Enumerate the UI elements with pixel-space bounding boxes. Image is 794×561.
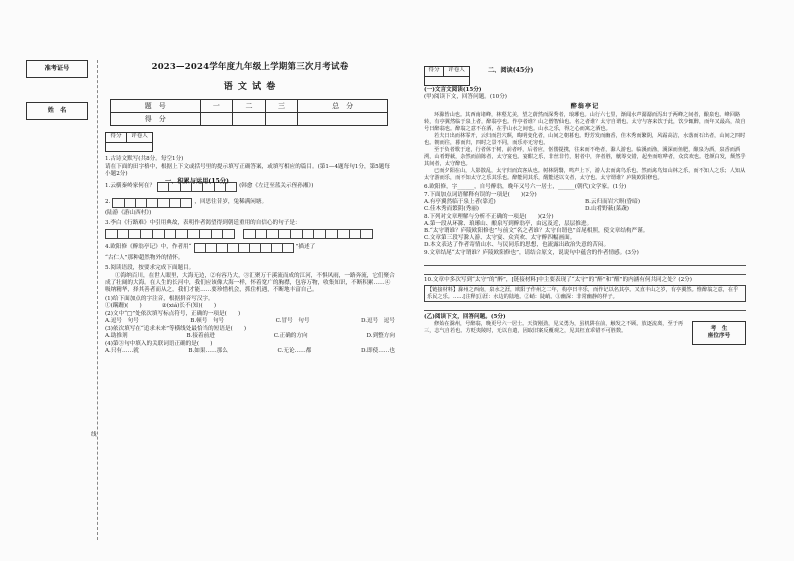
binding-line — [97, 60, 98, 540]
right-column — [424, 66, 746, 345]
score-header: 二 — [233, 100, 266, 113]
q4-text-b: ”描述了 — [295, 244, 316, 251]
q5-sub1: (1)给下面加点的字注音，根据拼音写汉字。 — [105, 295, 214, 302]
grader-input[interactable] — [424, 77, 470, 86]
score-header: 题 号 — [111, 100, 201, 113]
q5-sub1-items — [105, 303, 395, 310]
option-c[interactable]: C.正确的方向 — [273, 332, 308, 339]
q3-answer-grid-2[interactable] — [243, 229, 373, 239]
q9-answer-line[interactable] — [424, 266, 746, 275]
q8-option-a[interactable]: A.第一段从环滁、琅琊山、酿泉写到醉翁亭，由远及近，层层推进。 — [424, 221, 593, 228]
grader-score-label: 得分 — [105, 132, 127, 143]
q5-text: 5.阅读语段，按要求完成下面题目。 — [105, 264, 195, 271]
grader-score-label: 得分 — [424, 66, 444, 77]
section1-title: 一、积累与运用(15分) — [165, 178, 229, 185]
exam-id-field[interactable] — [26, 60, 88, 78]
option-c[interactable]: C.冒号 句号 — [275, 317, 310, 324]
q5-sub3-options — [105, 333, 395, 340]
q2-row — [105, 198, 395, 208]
q7-options — [424, 199, 746, 213]
q5-sub4-options — [105, 348, 395, 355]
q3-text: 3.李白《行路难》中引用典故，表明作者渴望得到朝廷重用的自信心的句子是： — [105, 219, 301, 226]
option-a[interactable]: A.有亭翼然临于泉上者(靠近) — [424, 199, 496, 206]
option-c[interactable]: C.无论……都 — [277, 347, 312, 354]
essay-paragraph-1: 环滁皆山也。其西南诸峰，林壑尤美，望之蔚然而深秀者，琅琊也。山行六七里，渐闻水声潺潺而泻出于两峰之间者，酿泉也。峰回路转，有亭翼然临于泉上者，醉翁亭也。作亭者谁？山之僧智仙也。名之者谁？太守自谓也。太守与客来饮于此，饮少辄醉，而年又最高，故自号曰醉翁也。醉翁之意不在酒，在乎山水之间也。山水之乐，得之心而寓之酒也。 — [424, 112, 746, 133]
section2-title: 二、阅读(45分) — [488, 67, 534, 75]
seat-label-1: 考 生 — [710, 326, 728, 333]
q5-sub4: (4)第③句中填入的关联词语正确的是( ) — [105, 340, 213, 347]
score-row-label: 得 分 — [111, 113, 201, 126]
name-field[interactable] — [26, 102, 88, 120]
score-table — [110, 99, 388, 126]
option-c[interactable]: C.佳木秀而繁阴(秀丽) — [424, 206, 479, 213]
binding-line-mark: 线 — [91, 432, 97, 438]
q4-text: 4.欧阳修《醉翁亭记》中，作者用“ — [105, 244, 192, 251]
q1-row — [105, 182, 395, 192]
q10-answer-line[interactable] — [424, 302, 746, 311]
option-d[interactable]: D.逗号 逗号 — [360, 317, 395, 324]
q9-text: 9.文章结尾“太守谓谁？庐陵欧阳修也”，请结合原文，说说句中蕴含的作者情感。(3分) — [424, 250, 639, 257]
option-a[interactable]: A.只有……就 — [105, 347, 139, 354]
q10-material-box: 【链接材料】滁州之西南，泉水之涯，欧阳子作州之二年，构亭曰丰乐，而作记以名其亭。又直丰山之岁，有亭翼然。惟醉翁之意，在乎乐民之乐。……[注释]①涯：水边的陆地。②峭：陡峭。③幽深：非常幽静的样子。 — [424, 285, 746, 302]
q2-text: ，回思往昔岁，兔稀满闲塘。 — [194, 199, 268, 206]
q8-text: 8.下列对文章理解与分析不正确的一项是( )(2分) — [424, 214, 554, 221]
exam-id-label: 准考证号 — [44, 64, 70, 72]
q5-sub1-a[interactable]: ①(蹒跚)( ) — [105, 302, 142, 309]
q4-answer-grid[interactable] — [194, 243, 294, 253]
essay-paragraph-3: 至于负者歌于途，行者休于树，前者呼，后者应，伛偻提携，往来而不绝者，滁人游也。临溪而渔，溪深而鱼肥，酿泉为酒，泉香而酒洌，山肴野蔌，杂然而前陈者，太守宴也。宴酣之乐，非丝非竹，射者中，弈者胜，觥筹交错，起坐而喧哗者，众宾欢也。苍颜白发，颓然乎其间者，太守醉也。 — [424, 147, 746, 168]
seat-label-2: 座位序号 — [707, 333, 731, 339]
score-cell[interactable] — [298, 113, 388, 126]
q4-text-c: “古仁人”那种超然物外的情怀。 — [105, 254, 184, 261]
q1-source: (韩愈《左迁至蓝关示侄孙湘》) — [239, 183, 314, 190]
part-b-text: 修始在滁州，号醉翁，晚更号六一居士。天资刚劲，见义勇为，虽机阱在前，触发之不顾。放逐流离，至于再三，志气自若也。方贬夷陵时，无以自遣，因取旧案反覆观之，见其枉直乖错不可胜数。 — [424, 321, 684, 335]
q2-answer-grid[interactable] — [112, 198, 192, 208]
essay-title: 醉翁亭记 — [570, 102, 600, 110]
score-header: 一 — [200, 100, 233, 113]
option-d[interactable]: D.即使……也 — [360, 347, 395, 354]
section1-intro: 请在下面的田字格中，根据上下文或括号里的提示填写正确答案，或填写相应的篇目。(第1—4题每句1分，第5题每小题2分) — [105, 163, 390, 177]
option-d[interactable]: D.山肴野蔌(菜蔬) — [585, 206, 629, 213]
option-b[interactable]: B.如果……那么 — [188, 347, 228, 354]
grader-name-label: 评卷人 — [444, 66, 470, 77]
seat-number-box[interactable] — [692, 321, 746, 345]
grader-name-label: 评卷人 — [127, 132, 153, 143]
grader-input[interactable] — [105, 143, 153, 152]
grader-box-1 — [105, 132, 395, 143]
part-b-row — [424, 321, 746, 345]
essay-paragraph-2: 若夫日出而林霏开，云归而岩穴暝，晦明变化者，山间之朝暮也。野芳发而幽香，佳木秀而繁阴，风霜高洁，水落而石出者，山间之四时也。朝而往，暮而归，四时之景不同，而乐亦无穷也。 — [424, 133, 746, 147]
q8-option-d[interactable]: D.本文表达了作者寄情山水、与民同乐的思想，也流露出政治失意的苦闷。 — [424, 242, 610, 249]
essay-paragraph-4: 已而夕阳在山，人影散乱，太守归而宾客从也。树林阴翳，鸣声上下，游人去而禽鸟乐也。然而禽鸟知山林之乐，而不知人之乐；人知从太守游而乐，而不知太守之乐其乐也。醉能同其乐，醒能述以文者，太守也。太守谓谁？庐陵欧阳修也。 — [424, 168, 746, 182]
part-a-title: (一)文言文阅读(15分) — [424, 87, 482, 93]
option-b[interactable]: B.接着前进 — [186, 332, 215, 339]
exam-subtitle: 语 文 试 卷 — [223, 82, 277, 92]
q2-number: 2. — [105, 199, 111, 206]
q1-text: 1.云横秦岭家何在？ — [105, 183, 156, 190]
q2-source: (陆游《游山西村》) — [105, 209, 152, 216]
score-cell[interactable] — [200, 113, 233, 126]
sidebar-id-box — [26, 60, 88, 120]
option-a[interactable]: A.助推剂 — [105, 332, 128, 339]
q5-sub2: (2)文中“□”处依次填写标点符号，正确的一项是( ) — [105, 310, 241, 317]
score-header: 总 分 — [298, 100, 388, 113]
option-b[interactable]: B.云归而岩穴暝(昏暗) — [585, 199, 641, 206]
exam-title: 2023—2024学年度九年级上学期第三次月考试卷 — [151, 62, 349, 72]
q5-sub1-b[interactable]: ②(xiá)长不(知)( ) — [161, 302, 217, 309]
part-b-title: (乙)阅读下文，回答问题。(5分) — [424, 314, 506, 321]
q8-option-b[interactable]: B.“太守谓谁？庐陵欧阳修也”与前文“名之者谁？太守自谓也”首尾相照，使文章结构严谨。 — [424, 228, 649, 235]
left-column — [105, 60, 395, 355]
q5-sub3: (3)依次填写在“追求未来”等横线处最恰当的短语是( ) — [105, 325, 247, 332]
option-a[interactable]: A.逗号 句号 — [105, 317, 139, 324]
q5-passage: ①海纳百川，在世人眼里，大海无边，②有容乃大，③汇聚万千溪流而成的江河，不惧风雨，一路奔流，它们聚合成了壮阔的大海。在人生的长河中，我们应该像大海一样，怀着宽广的胸襟，包容万物，收集知识，不断积累……④吸纳精华，择其善者而从之，我们才能……要珍惜机会，抓住机遇，不断地丰富自己。 — [105, 272, 395, 293]
q6-text: 6.欧阳修，字______，自号醉翁，晚年又号六一居士，______(朝代)文学家。(1分) — [424, 184, 627, 191]
q3-answer-grid-1[interactable] — [105, 229, 235, 239]
score-cell[interactable] — [233, 113, 266, 126]
part-a-subtitle: (甲)阅读下文，回答问题。(10分) — [424, 93, 507, 100]
name-label: 姓 名 — [47, 106, 67, 114]
q8-option-c[interactable]: C.文章第三段写滁人游、太守宴、众宾欢、太守醉四幅画面。 — [424, 235, 576, 242]
q10-text: 10.文章中多次写到“太守”的“醉”，[链接材料]中主要表现了“太守”的“醉”和“醒”的内涵有何共同之处？(2分) — [424, 277, 692, 284]
q4-row — [105, 243, 395, 253]
q5-sub2-options — [105, 318, 395, 325]
q1-intro: 1.古诗文默写(共8分。每空1分) — [105, 156, 184, 162]
grader-box-2 — [424, 66, 746, 77]
q7-text: 7.下面加点词语解释有误的一项是( )(2分) — [424, 192, 537, 199]
option-b[interactable]: B.顿号 句号 — [190, 317, 225, 324]
option-d[interactable]: D.到整方向 — [366, 332, 395, 339]
q9-answer-line[interactable] — [424, 257, 746, 266]
q3-grid-row — [105, 229, 395, 239]
score-header: 三 — [265, 100, 298, 113]
score-cell[interactable] — [265, 113, 298, 126]
